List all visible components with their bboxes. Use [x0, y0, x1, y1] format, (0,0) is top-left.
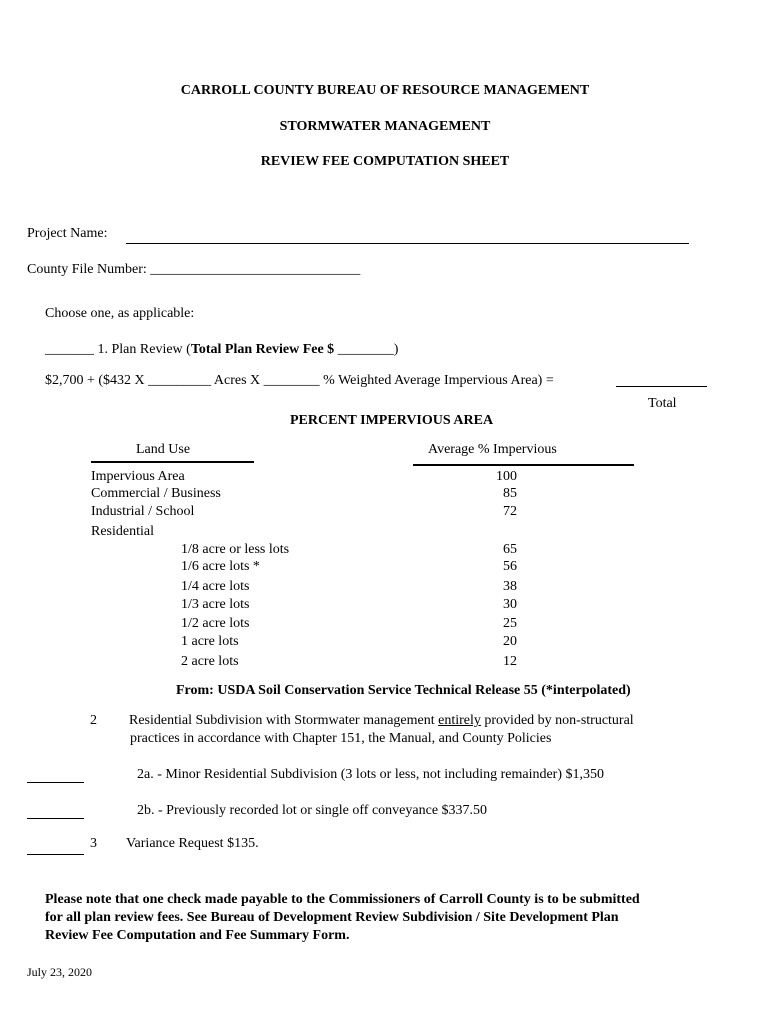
- doc-title: CARROLL COUNTY BUREAU OF RESOURCE MANAGEMENT: [180, 83, 590, 98]
- row-value: 38: [503, 579, 517, 594]
- row-label: Industrial / School: [91, 504, 195, 519]
- option2b-text: 2b. - Previously recorded lot or single off conveyance $337.50: [137, 803, 488, 818]
- total-field[interactable]: [616, 386, 707, 387]
- col-avg-rule: [413, 464, 634, 466]
- row-value: 30: [503, 597, 517, 612]
- option1-label: 1. Plan Review (: [97, 342, 191, 357]
- row-value: 20: [503, 634, 517, 649]
- doc-sheet-title: REVIEW FEE COMPUTATION SHEET: [260, 154, 510, 169]
- option2a-checkbox-line[interactable]: [27, 782, 84, 783]
- row-value: 12: [503, 654, 517, 669]
- project-name-label: Project Name:: [27, 226, 108, 241]
- col-land-use: Land Use: [136, 442, 191, 457]
- col-avg-impervious: Average % Impervious: [428, 442, 557, 457]
- row-value: 25: [503, 616, 517, 631]
- doc-subtitle: STORMWATER MANAGEMENT: [279, 119, 491, 134]
- total-label: Total: [648, 396, 677, 411]
- option1-fee-label: Total Plan Review Fee $: [190, 342, 335, 357]
- option2-text-line2: practices in accordance with Chapter 151, the Manual, and County Policies: [130, 731, 552, 746]
- row-label: 1/8 acre or less lots: [181, 542, 290, 557]
- option1-line: [45, 342, 398, 358]
- row-label: Impervious Area: [91, 469, 185, 484]
- note-line: Review Fee Computation and Fee Summary Form.: [45, 928, 350, 943]
- row-value: 65: [503, 542, 517, 557]
- option2a-text: 2a. - Minor Residential Subdivision (3 lots or less, not including remainder) $1,350: [137, 767, 605, 782]
- option1-fee-blank[interactable]: ________): [337, 342, 399, 357]
- option3-number: 3: [90, 836, 97, 851]
- option1-blank[interactable]: _______: [45, 342, 94, 357]
- row-label: 1/6 acre lots *: [181, 559, 260, 574]
- county-file-number[interactable]: County File Number: ______________________________: [27, 262, 361, 277]
- option2-number: 2: [90, 713, 97, 728]
- residential-label: Residential: [91, 524, 154, 539]
- row-value: 72: [503, 504, 517, 519]
- fee-formula: $2,700 + ($432 X _________ Acres X ________ % Weighted Average Impervious Area) =: [45, 373, 554, 388]
- row-label: 1/3 acre lots: [181, 597, 250, 612]
- row-label: 2 acre lots: [181, 654, 239, 669]
- row-label: 1/4 acre lots: [181, 579, 250, 594]
- table-title: PERCENT IMPERVIOUS AREA: [290, 413, 494, 428]
- footer-date: July 23, 2020: [27, 965, 93, 979]
- option3-text: Variance Request $135.: [126, 836, 259, 851]
- option3-checkbox-line[interactable]: [27, 854, 84, 855]
- option2b-checkbox-line[interactable]: [27, 818, 84, 819]
- col-land-use-rule: [91, 461, 254, 463]
- row-label: Commercial / Business: [91, 486, 221, 501]
- note-line: for all plan review fees. See Bureau of Development Review Subdivision / Site Development Plan: [45, 910, 619, 925]
- row-value: 100: [496, 469, 517, 484]
- row-value: 85: [503, 486, 517, 501]
- choose-label: Choose one, as applicable:: [45, 306, 195, 321]
- row-value: 56: [503, 559, 517, 574]
- row-label: 1 acre lots: [181, 634, 239, 649]
- option2-text: Residential Subdivision with Stormwater management entirely provided by non-structural: [129, 713, 634, 728]
- project-name-field[interactable]: [126, 243, 689, 244]
- note-line: Please note that one check made payable to the Commissioners of Carroll County is to be submitted: [45, 892, 640, 907]
- table-source: From: USDA Soil Conservation Service Technical Release 55 (*interpolated): [176, 683, 631, 698]
- row-label: 1/2 acre lots: [181, 616, 250, 631]
